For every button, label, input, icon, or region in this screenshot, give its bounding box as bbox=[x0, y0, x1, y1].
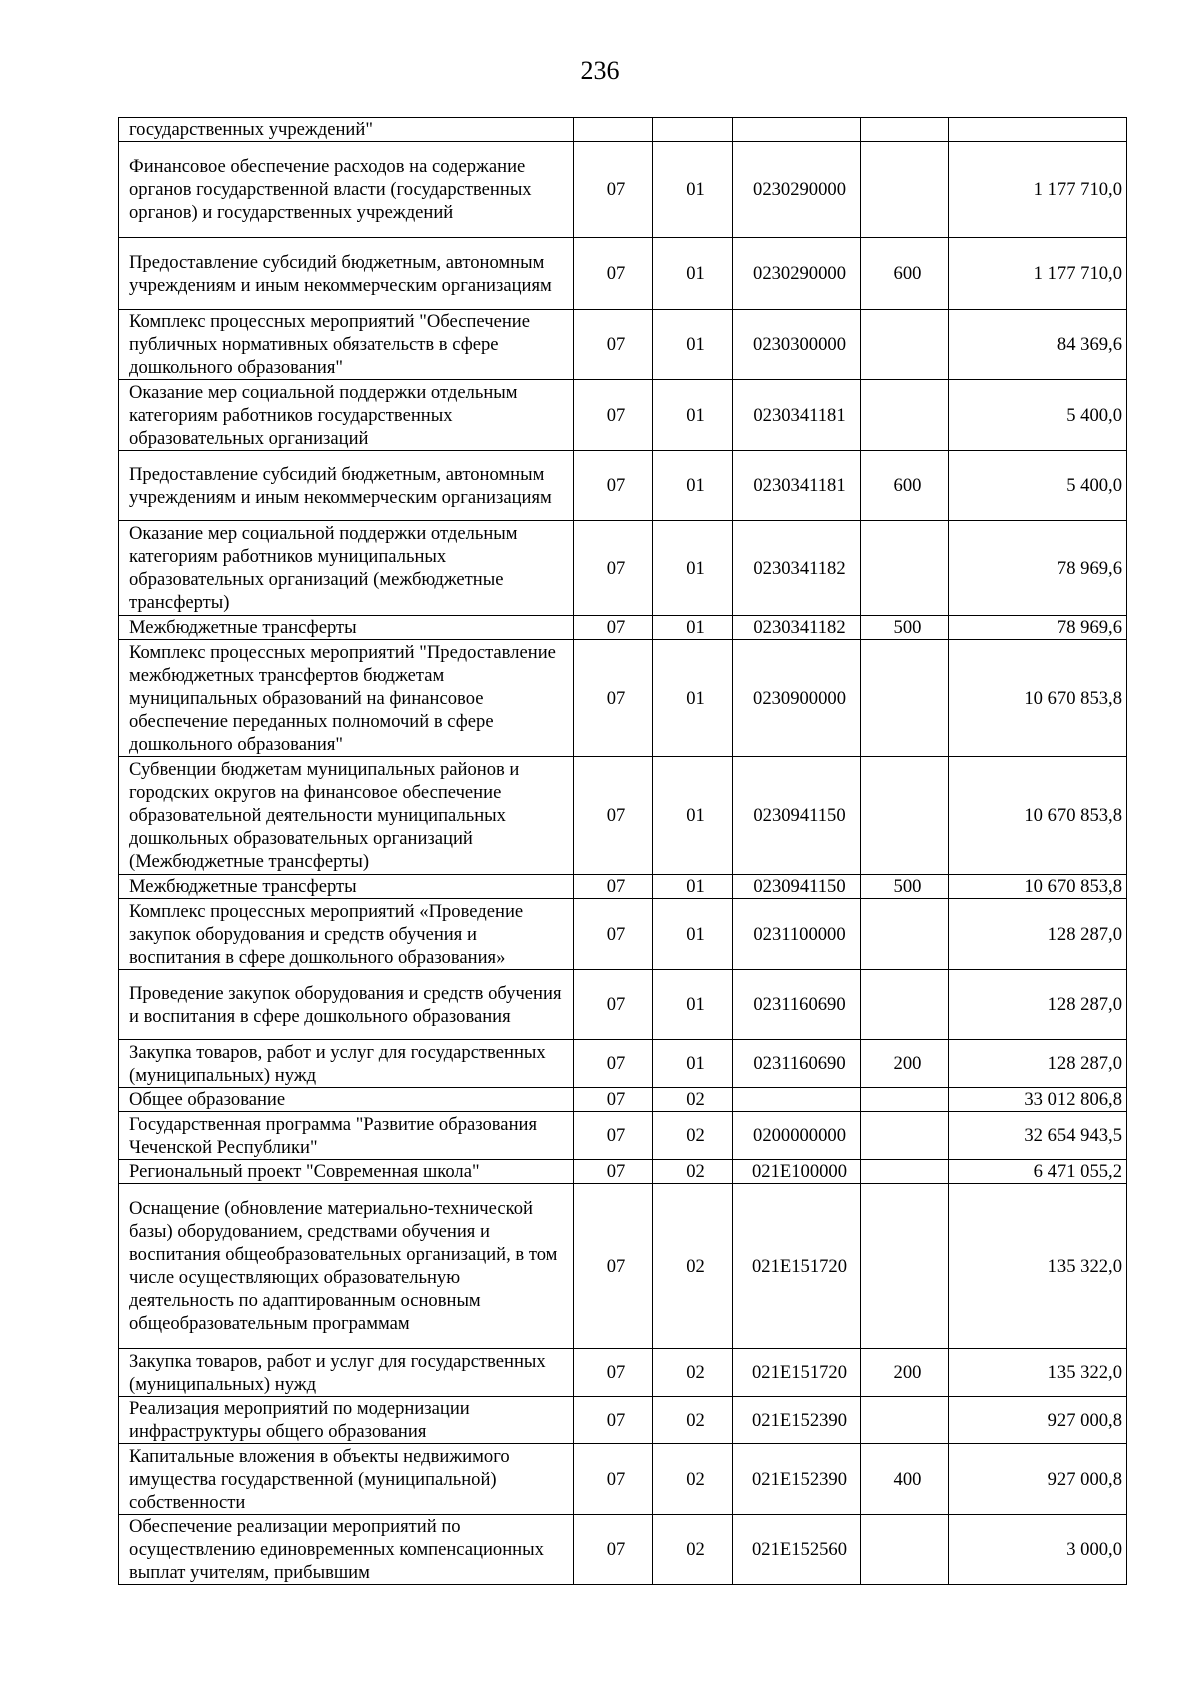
row-name: Оказание мер социальной поддержки отдельным категориям работников муниципальных образовательных организаций (межбюджетные трансферты) bbox=[119, 521, 574, 616]
row-name: Общее образование bbox=[119, 1088, 574, 1112]
row-vr: 200 bbox=[861, 1349, 949, 1397]
row-name: Закупка товаров, работ и услуг для государственных (муниципальных) нужд bbox=[119, 1040, 574, 1088]
table-row bbox=[119, 1515, 1127, 1585]
row-podrazdel: 02 bbox=[653, 1444, 733, 1515]
row-vr bbox=[861, 1160, 949, 1184]
row-sum: 10 670 853,8 bbox=[949, 757, 1127, 875]
table-row bbox=[119, 1088, 1127, 1112]
row-sum: 78 969,6 bbox=[949, 521, 1127, 616]
row-razdel: 07 bbox=[574, 1160, 653, 1184]
row-vr bbox=[861, 1515, 949, 1585]
row-name: Межбюджетные трансферты bbox=[119, 875, 574, 899]
row-csr: 021E151720 bbox=[733, 1349, 861, 1397]
row-name: Межбюджетные трансферты bbox=[119, 616, 574, 640]
row-csr: 0230341181 bbox=[733, 380, 861, 451]
row-csr: 0230900000 bbox=[733, 640, 861, 757]
row-sum: 33 012 806,8 bbox=[949, 1088, 1127, 1112]
row-sum: 128 287,0 bbox=[949, 1040, 1127, 1088]
row-vr bbox=[861, 1112, 949, 1160]
row-razdel: 07 bbox=[574, 1112, 653, 1160]
row-razdel: 07 bbox=[574, 616, 653, 640]
table-row bbox=[119, 380, 1127, 451]
row-csr: 0230300000 bbox=[733, 310, 861, 380]
row-podrazdel: 02 bbox=[653, 1184, 733, 1349]
row-csr: 0230941150 bbox=[733, 757, 861, 875]
table-row bbox=[119, 1160, 1127, 1184]
row-csr: 0230341182 bbox=[733, 521, 861, 616]
row-sum: 3 000,0 bbox=[949, 1515, 1127, 1585]
row-razdel: 07 bbox=[574, 1397, 653, 1444]
row-name: Комплекс процессных мероприятий "Предоставление межбюджетных трансфертов бюджетам муниципальных образований на финансовое обеспечение переданных полномочий в сфере дошкольного образования" bbox=[119, 640, 574, 757]
row-sum: 6 471 055,2 bbox=[949, 1160, 1127, 1184]
row-csr: 0230941150 bbox=[733, 875, 861, 899]
row-name: Закупка товаров, работ и услуг для государственных (муниципальных) нужд bbox=[119, 1349, 574, 1397]
row-sum: 135 322,0 bbox=[949, 1184, 1127, 1349]
table-row bbox=[119, 970, 1127, 1040]
row-csr: 021E100000 bbox=[733, 1160, 861, 1184]
row-podrazdel: 02 bbox=[653, 1160, 733, 1184]
row-vr bbox=[861, 142, 949, 238]
row-razdel: 07 bbox=[574, 757, 653, 875]
row-name: Предоставление субсидий бюджетным, автономным учреждениям и иным некоммерческим организациям bbox=[119, 451, 574, 521]
row-name: Финансовое обеспечение расходов на содержание органов государственной власти (государственных органов) и государственных учреждений bbox=[119, 142, 574, 238]
row-csr bbox=[733, 118, 861, 142]
row-razdel: 07 bbox=[574, 521, 653, 616]
row-csr: 021E152560 bbox=[733, 1515, 861, 1585]
row-vr bbox=[861, 640, 949, 757]
table-row bbox=[119, 1444, 1127, 1515]
row-razdel: 07 bbox=[574, 899, 653, 970]
row-razdel: 07 bbox=[574, 1349, 653, 1397]
table-row bbox=[119, 451, 1127, 521]
row-razdel: 07 bbox=[574, 451, 653, 521]
table-row bbox=[119, 118, 1127, 142]
table-row bbox=[119, 899, 1127, 970]
table-row bbox=[119, 640, 1127, 757]
row-sum: 5 400,0 bbox=[949, 451, 1127, 521]
row-podrazdel: 01 bbox=[653, 875, 733, 899]
row-name: Предоставление субсидий бюджетным, автономным учреждениям и иным некоммерческим организациям bbox=[119, 238, 574, 310]
row-csr: 0200000000 bbox=[733, 1112, 861, 1160]
budget-table-body bbox=[119, 118, 1127, 1585]
row-csr: 0231160690 bbox=[733, 1040, 861, 1088]
row-sum: 32 654 943,5 bbox=[949, 1112, 1127, 1160]
table-row bbox=[119, 1184, 1127, 1349]
row-podrazdel: 02 bbox=[653, 1397, 733, 1444]
row-podrazdel: 01 bbox=[653, 142, 733, 238]
table-row bbox=[119, 521, 1127, 616]
row-csr: 0230341182 bbox=[733, 616, 861, 640]
row-vr bbox=[861, 1184, 949, 1349]
row-podrazdel: 01 bbox=[653, 616, 733, 640]
table-row bbox=[119, 310, 1127, 380]
row-razdel: 07 bbox=[574, 380, 653, 451]
row-vr bbox=[861, 970, 949, 1040]
row-name: государственных учреждений" bbox=[119, 118, 574, 142]
row-vr: 600 bbox=[861, 451, 949, 521]
row-sum: 1 177 710,0 bbox=[949, 142, 1127, 238]
row-razdel: 07 bbox=[574, 970, 653, 1040]
row-razdel: 07 bbox=[574, 142, 653, 238]
row-sum: 1 177 710,0 bbox=[949, 238, 1127, 310]
row-csr: 0230290000 bbox=[733, 238, 861, 310]
row-name: Оснащение (обновление материально-технической базы) оборудованием, средствами обучения и воспитания общеобразовательных организаций, в том числе осуществляющих образовательную деятельность по адаптированным основным общеобразовательным программам bbox=[119, 1184, 574, 1349]
page-number: 236 bbox=[580, 56, 620, 85]
row-sum bbox=[949, 118, 1127, 142]
row-name: Государственная программа "Развитие образования Чеченской Республики" bbox=[119, 1112, 574, 1160]
row-name: Обеспечение реализации мероприятий по осуществлению единовременных компенсационных выплат учителям, прибывшим bbox=[119, 1515, 574, 1585]
table-row bbox=[119, 757, 1127, 875]
row-vr: 500 bbox=[861, 875, 949, 899]
row-vr: 200 bbox=[861, 1040, 949, 1088]
row-csr: 0231160690 bbox=[733, 970, 861, 1040]
row-podrazdel: 02 bbox=[653, 1515, 733, 1585]
row-csr: 021E152390 bbox=[733, 1397, 861, 1444]
row-podrazdel bbox=[653, 118, 733, 142]
row-vr bbox=[861, 1397, 949, 1444]
table-row bbox=[119, 1397, 1127, 1444]
row-sum: 10 670 853,8 bbox=[949, 640, 1127, 757]
row-razdel: 07 bbox=[574, 1040, 653, 1088]
row-podrazdel: 01 bbox=[653, 521, 733, 616]
row-vr bbox=[861, 1088, 949, 1112]
table-row bbox=[119, 875, 1127, 899]
row-name: Комплекс процессных мероприятий "Обеспечение публичных нормативных обязательств в сфере дошкольного образования" bbox=[119, 310, 574, 380]
row-vr: 400 bbox=[861, 1444, 949, 1515]
row-sum: 5 400,0 bbox=[949, 380, 1127, 451]
row-csr: 0230290000 bbox=[733, 142, 861, 238]
row-razdel: 07 bbox=[574, 1088, 653, 1112]
row-name: Комплекс процессных мероприятий «Проведение закупок оборудования и средств обучения и воспитания в сфере дошкольного образования» bbox=[119, 899, 574, 970]
row-sum: 128 287,0 bbox=[949, 970, 1127, 1040]
row-razdel: 07 bbox=[574, 875, 653, 899]
row-razdel bbox=[574, 118, 653, 142]
row-sum: 128 287,0 bbox=[949, 899, 1127, 970]
row-csr: 021E152390 bbox=[733, 1444, 861, 1515]
row-vr bbox=[861, 521, 949, 616]
table-row bbox=[119, 1040, 1127, 1088]
row-razdel: 07 bbox=[574, 1515, 653, 1585]
row-podrazdel: 01 bbox=[653, 757, 733, 875]
row-name: Субвенции бюджетам муниципальных районов и городских округов на финансовое обеспечение образовательной деятельности муниципальных дошкольных образовательных организаций (Межбюджетные трансферты) bbox=[119, 757, 574, 875]
row-podrazdel: 02 bbox=[653, 1112, 733, 1160]
row-vr: 600 bbox=[861, 238, 949, 310]
row-sum: 927 000,8 bbox=[949, 1444, 1127, 1515]
row-podrazdel: 01 bbox=[653, 1040, 733, 1088]
row-vr bbox=[861, 757, 949, 875]
row-csr: 0231100000 bbox=[733, 899, 861, 970]
row-podrazdel: 01 bbox=[653, 451, 733, 521]
table-row bbox=[119, 238, 1127, 310]
row-podrazdel: 02 bbox=[653, 1088, 733, 1112]
row-razdel: 07 bbox=[574, 238, 653, 310]
row-sum: 84 369,6 bbox=[949, 310, 1127, 380]
row-name: Реализация мероприятий по модернизации инфраструктуры общего образования bbox=[119, 1397, 574, 1444]
row-podrazdel: 01 bbox=[653, 640, 733, 757]
row-razdel: 07 bbox=[574, 1184, 653, 1349]
row-csr bbox=[733, 1088, 861, 1112]
table-row bbox=[119, 616, 1127, 640]
row-name: Проведение закупок оборудования и средств обучения и воспитания в сфере дошкольного образования bbox=[119, 970, 574, 1040]
row-vr bbox=[861, 118, 949, 142]
table-row bbox=[119, 1349, 1127, 1397]
row-razdel: 07 bbox=[574, 1444, 653, 1515]
row-podrazdel: 01 bbox=[653, 310, 733, 380]
row-sum: 78 969,6 bbox=[949, 616, 1127, 640]
row-vr bbox=[861, 380, 949, 451]
row-name: Региональный проект "Современная школа" bbox=[119, 1160, 574, 1184]
row-podrazdel: 01 bbox=[653, 380, 733, 451]
row-sum: 135 322,0 bbox=[949, 1349, 1127, 1397]
budget-table bbox=[118, 117, 1127, 1585]
row-razdel: 07 bbox=[574, 640, 653, 757]
row-name: Капитальные вложения в объекты недвижимого имущества государственной (муниципальной) собственности bbox=[119, 1444, 574, 1515]
row-podrazdel: 01 bbox=[653, 970, 733, 1040]
row-podrazdel: 01 bbox=[653, 238, 733, 310]
row-razdel: 07 bbox=[574, 310, 653, 380]
table-row bbox=[119, 142, 1127, 238]
row-podrazdel: 02 bbox=[653, 1349, 733, 1397]
row-vr bbox=[861, 310, 949, 380]
row-vr: 500 bbox=[861, 616, 949, 640]
row-vr bbox=[861, 899, 949, 970]
row-sum: 927 000,8 bbox=[949, 1397, 1127, 1444]
row-csr: 0230341181 bbox=[733, 451, 861, 521]
table-row bbox=[119, 1112, 1127, 1160]
row-sum: 10 670 853,8 bbox=[949, 875, 1127, 899]
row-csr: 021E151720 bbox=[733, 1184, 861, 1349]
row-name: Оказание мер социальной поддержки отдельным категориям работников государственных образовательных организаций bbox=[119, 380, 574, 451]
row-podrazdel: 01 bbox=[653, 899, 733, 970]
